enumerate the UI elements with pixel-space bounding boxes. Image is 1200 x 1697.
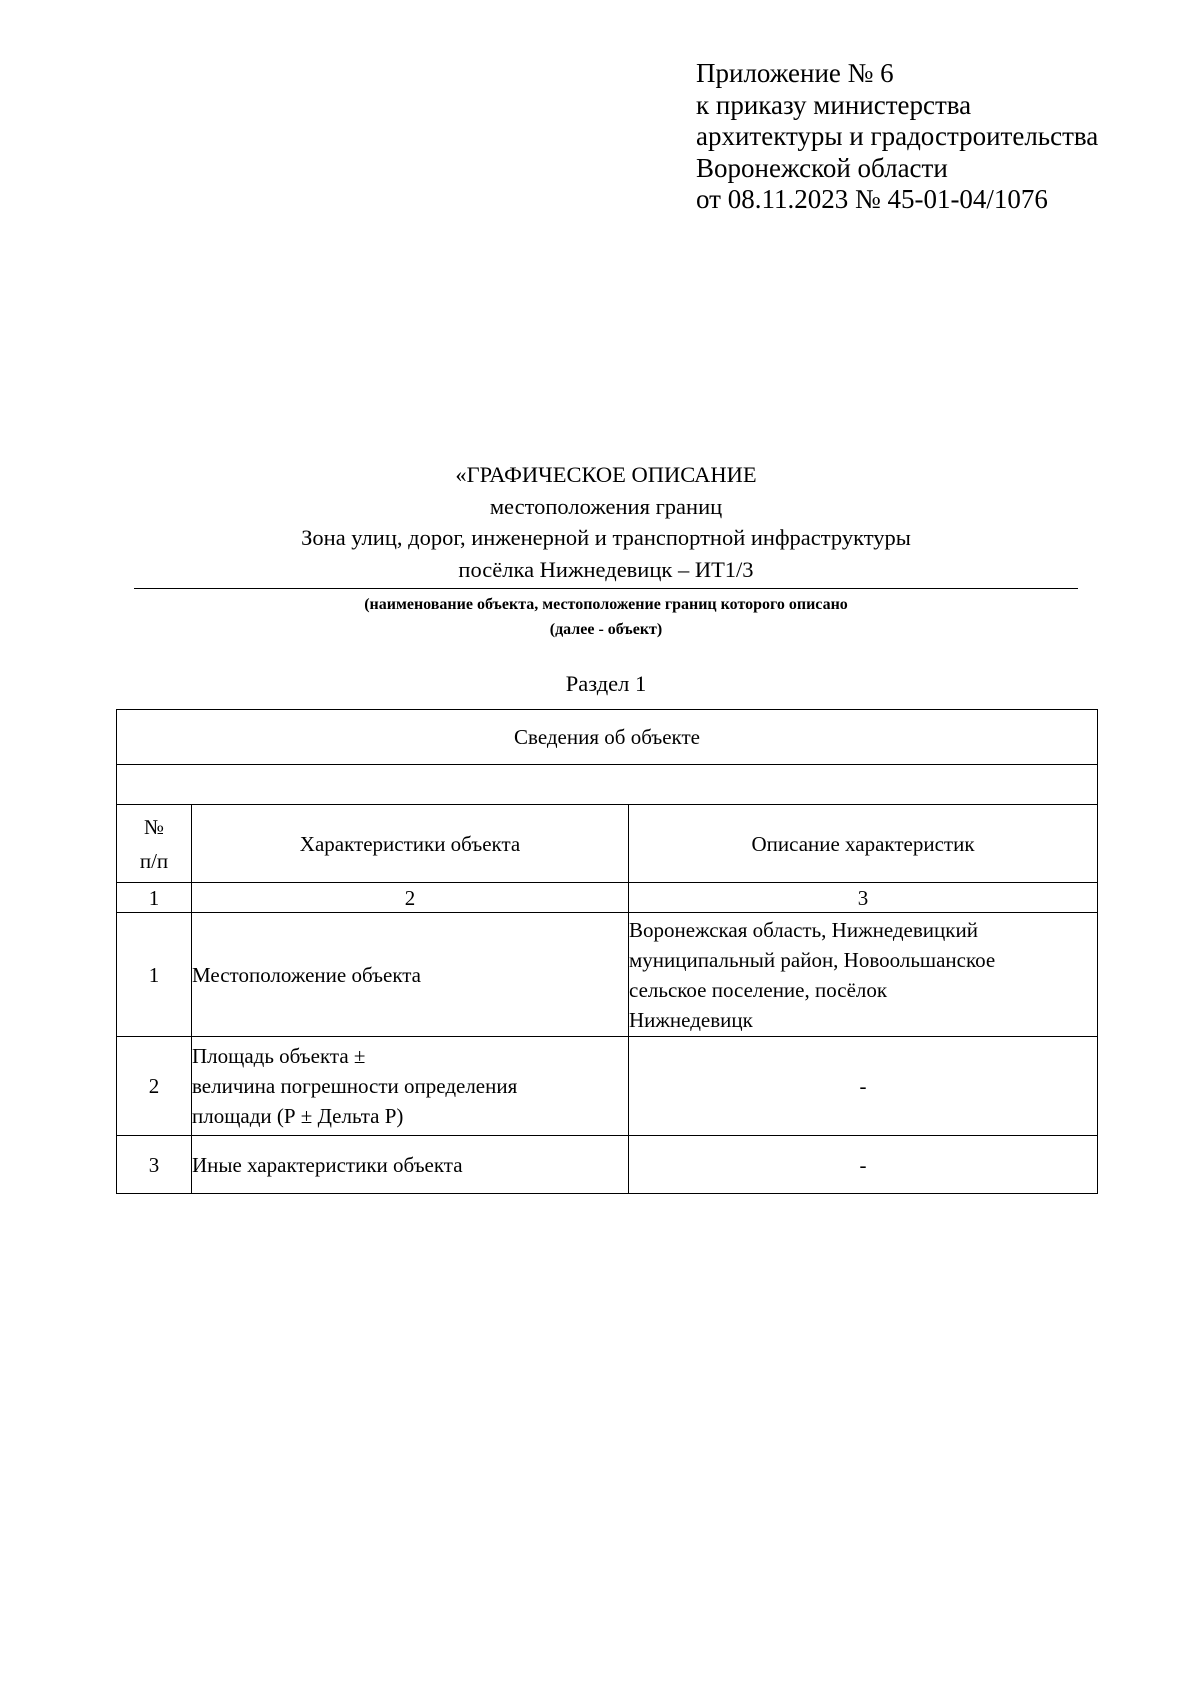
row-description <box>629 1136 1098 1194</box>
title-caption <box>134 592 1078 642</box>
appendix-header <box>696 58 1098 216</box>
row-number: 2 <box>117 1037 192 1136</box>
table-row <box>117 913 1098 1037</box>
row-number: 3 <box>117 1136 192 1194</box>
empty-cell <box>117 765 1098 805</box>
column-number: 3 <box>629 883 1098 913</box>
title-line: «ГРАФИЧЕСКОЕ ОПИСАНИЕ <box>455 462 757 487</box>
title-line: Зона улиц, дорог, инженерной и транспортной инфраструктуры <box>301 525 911 550</box>
row-description <box>629 913 1098 1037</box>
appendix-line: Воронежской области <box>696 152 948 183</box>
appendix-line: Приложение № 6 <box>696 58 894 88</box>
column-number-row <box>117 883 1098 913</box>
description-line: Нижнедевицк <box>629 1007 753 1032</box>
characteristic-line: Площадь объекта ± <box>192 1044 366 1068</box>
column-header-row <box>117 805 1098 883</box>
table-header-cell: Сведения об объекте <box>117 710 1098 765</box>
description-line: - <box>859 1152 867 1177</box>
description-line: - <box>859 1074 867 1098</box>
col-header-num-line: № <box>143 814 165 839</box>
table-empty-row <box>117 765 1098 805</box>
characteristic-line: Иные характеристики объекта <box>192 1152 463 1177</box>
section-label: Раздел 1 <box>565 671 647 696</box>
table-header-row <box>117 710 1098 765</box>
column-number: 2 <box>192 883 629 913</box>
appendix-line: от 08.11.2023 № 45-01-04/1076 <box>696 184 1048 214</box>
description-line: муниципальный район, Новоольшанское <box>629 947 996 972</box>
description-line: сельское поселение, посёлок <box>629 977 888 1002</box>
title-line: местоположения границ <box>489 493 723 519</box>
row-number: 1 <box>117 913 192 1037</box>
object-info-table <box>116 709 1098 1194</box>
row-characteristic <box>192 1136 629 1194</box>
appendix-line: архитектуры и градостроительства <box>696 121 1099 151</box>
title-underline <box>134 588 1078 589</box>
row-characteristic <box>192 913 629 1037</box>
col-header-characteristics: Характеристики объекта <box>192 805 629 883</box>
characteristic-line: Местоположение объекта <box>192 962 422 987</box>
appendix-line: к приказу министерства <box>696 89 972 120</box>
row-characteristic <box>192 1037 629 1136</box>
title-line: посёлка Нижнедевицк – ИТ1/3 <box>458 556 754 582</box>
caption-line: (наименование объекта, местоположение границ которого описано <box>364 596 848 613</box>
col-header-num <box>117 805 192 883</box>
col-header-description: Описание характеристик <box>629 805 1098 883</box>
characteristic-line: величина погрешности определения <box>192 1074 518 1098</box>
description-line: Воронежская область, Нижнедевицкий <box>629 917 978 942</box>
col-header-num-line: п/п <box>139 848 169 873</box>
table-row <box>117 1136 1098 1194</box>
row-description <box>629 1037 1098 1136</box>
table-row <box>117 1037 1098 1136</box>
document-title <box>134 459 1078 585</box>
column-number: 1 <box>117 883 192 913</box>
caption-line: (далее - объект) <box>549 621 663 638</box>
characteristic-line: площади (Р ± Дельта Р) <box>192 1104 404 1128</box>
